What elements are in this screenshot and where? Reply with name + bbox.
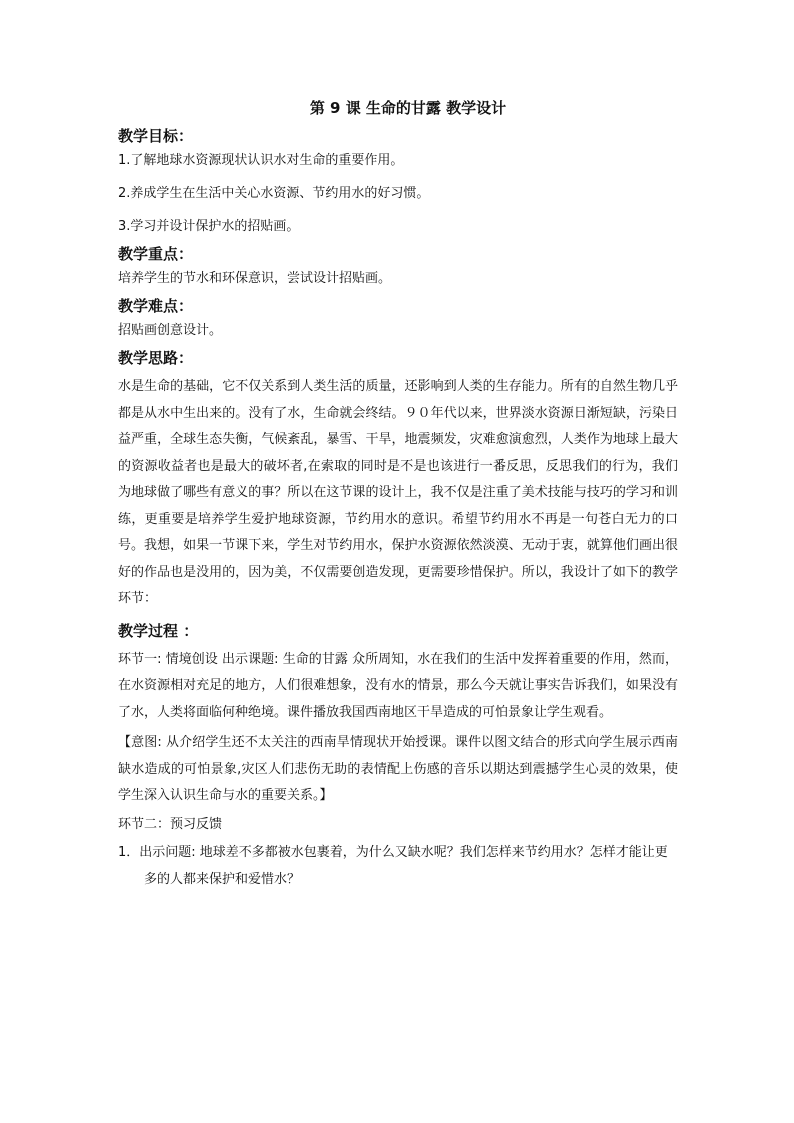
process-heading: 教学过程 ： [118, 621, 199, 640]
process-question-1: 1．出示问题: 地球差不多都被水包裹着，为什么又缺水呢？我们怎样来节约用水？怎样才能让更多的人都来保护和爱惜水？ [118, 845, 668, 887]
goal-item-2: 2.养成学生在生活中关心水资源、节约用水的好习惯。 [118, 186, 430, 201]
keypoints-text: 培养学生的节水和环保意识，尝试设计招贴画。 [118, 271, 392, 286]
goal-item-3: 3.学习并设计保护水的招贴画。 [118, 219, 300, 234]
difficulty-heading: 教学难点： [118, 297, 194, 315]
difficulty-text: 招贴画创意设计。 [118, 323, 223, 338]
process-step2: 环节二：预习反馈 [118, 816, 223, 832]
page-title: 第 9 课 生命的甘露 教学设计 [309, 99, 507, 117]
process-step1: 环节一: 情境创设 出示课题: 生命的甘露 众所周知，水在我们的生活中发挥着重要的作用，然而，在水资源相对充足的地方，人们很难想象，没有水的情景，那么今天就让事实告诉我们，如果没有了水，人类将面临何种绝境。课件播放我国西南地区干旱造成的可怕景象让学生观看。 [118, 651, 678, 720]
goals-heading: 教学目标： [118, 127, 194, 145]
process-intent: 【意图: 从介绍学生还不太关注的西南旱情现状开始授课。课件以图文结合的形式向学生展示西南缺水造成的可怕景象,灾区人们悲伤无助的表情配上伤感的音乐以期达到震撼学生心灵的效果，使学生深入认识生命与水的重要关系。】 [118, 735, 678, 803]
keypoints-heading: 教学重点： [118, 245, 194, 263]
approach-heading: 教学思路： [118, 349, 194, 367]
goal-item-1: 1.了解地球水资源现状认识水对生命的重要作用。 [118, 153, 404, 168]
approach-text: 水是生命的基础，它不仅关系到人类生活的质量，还影响到人类的生存能力。所有的自然生物几乎都是从水中生出来的。没有了水，生命就会终结。９０年代以来，世界淡水资源日渐短缺，污染日益严重，全球生态失衡，气候紊乱，暴雪、干旱，地震频发，灾难愈演愈烈，人类作为地球上最大的资源收益者也是最大的破坏者,在索取的同时是不是也该进行一番反思，反思我们的行为，我们为地球做了哪些有意义的事？所以在这节课的设计上，我不仅是注重了美术技能与技巧的学习和训练，更重要是培养学生爱护地球资源，节约用水的意识。希望节约用水不再是一句苍白无力的口号。我想，如果一节课下来，学生对节约用水，保护水资源依然淡漠、无动于衷，就算他们画出很好的作品也是没用的，因为美，不仅需要创造发现，更需要珍惜保护。所以，我设计了如下的教学环节： [118, 379, 678, 606]
